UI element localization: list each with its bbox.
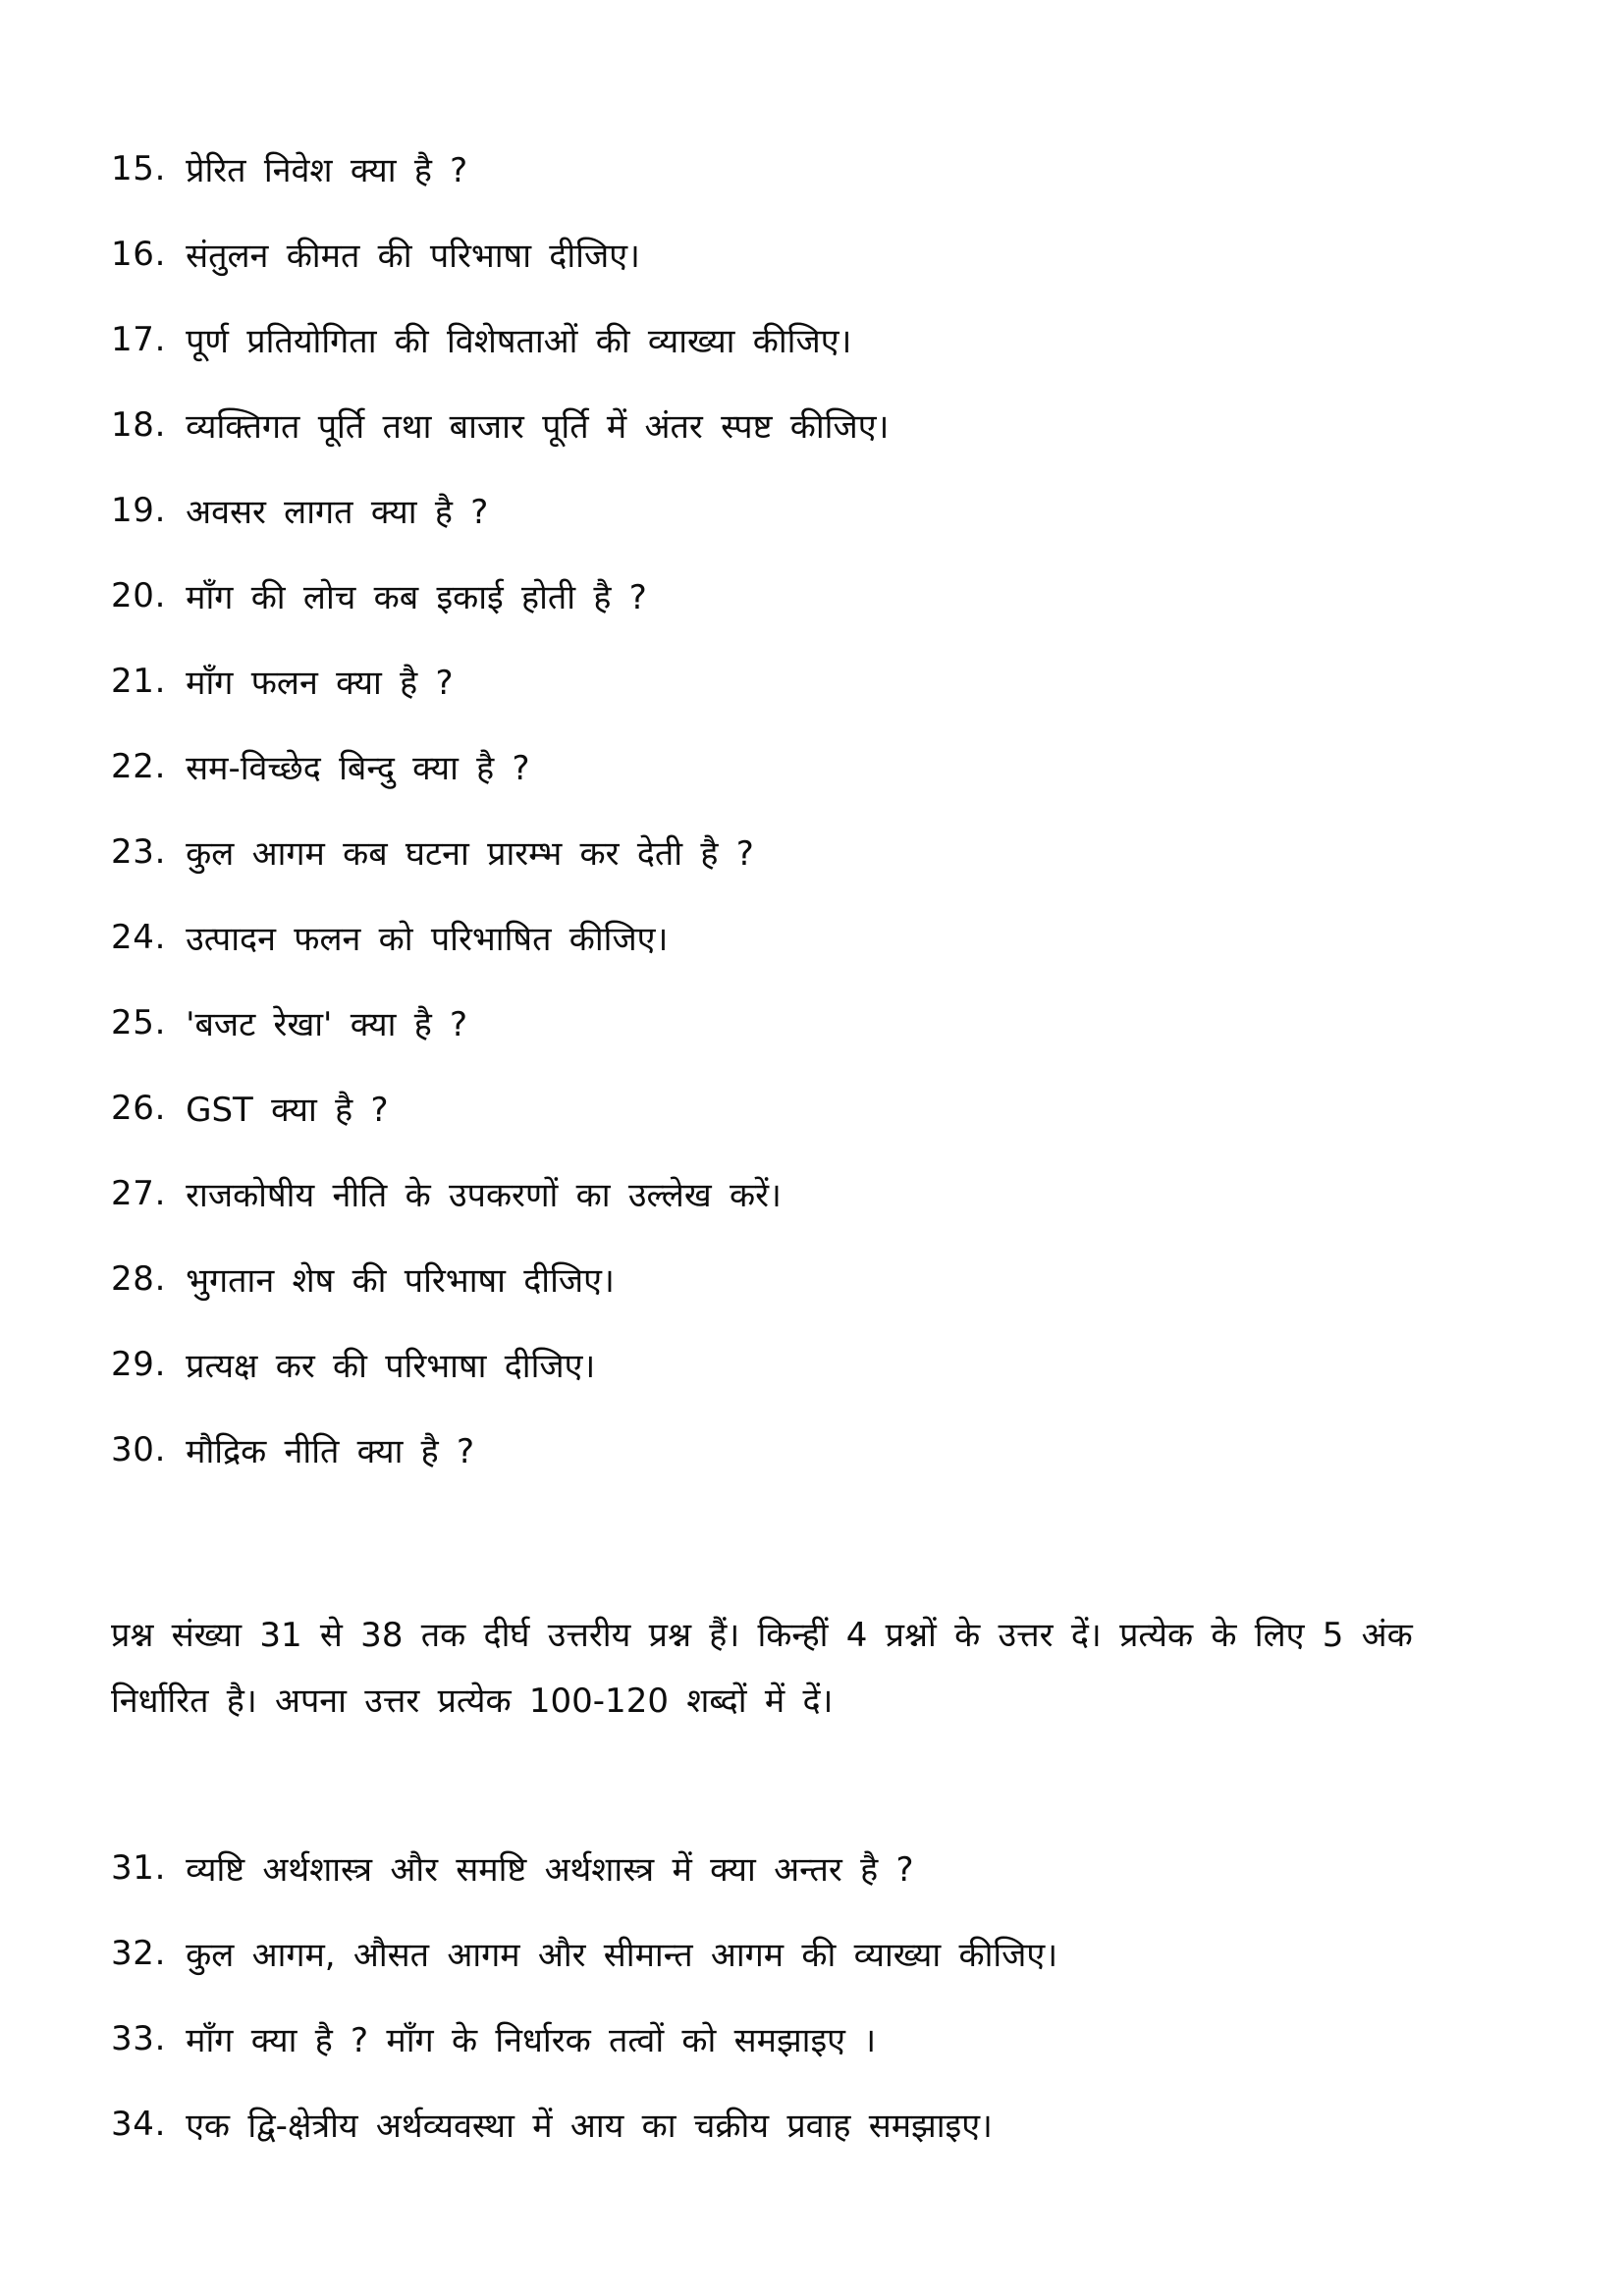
question-number: 23. xyxy=(111,831,167,872)
question-row xyxy=(111,980,1516,1065)
question-text: व्यष्टि अर्थशास्त्र और समष्टि अर्थशास्त्र में क्या अन्तर है ? xyxy=(186,1849,914,1890)
question-number: 26. xyxy=(111,1088,167,1128)
question-row xyxy=(111,723,1516,809)
question-number: 21. xyxy=(111,661,167,701)
question-text: प्रत्यक्ष कर की परिभाषा दीजिए। xyxy=(186,1346,596,1386)
question-row xyxy=(111,553,1516,638)
question-number: 27. xyxy=(111,1173,167,1213)
question-number: 15. xyxy=(111,148,167,188)
question-row xyxy=(111,467,1516,553)
question-number: 25. xyxy=(111,1002,167,1042)
question-number: 22. xyxy=(111,746,167,786)
long-questions-list xyxy=(111,1825,1516,2166)
question-text: कुल आगम कब घटना प्रारम्भ कर देती है ? xyxy=(186,833,754,874)
question-text: व्यक्तिगत पूर्ति तथा बाजार पूर्ति में अंतर स्पष्ट कीजिए। xyxy=(186,406,890,447)
long-answer-instructions: प्रश्न संख्या 31 से 38 तक दीर्घ उत्तरीय प्रश्न हैं। किन्हीं 4 प्रश्नों के उत्तर दें। प्रत्येक के लिए 5 अंक निर्धारित है। अपना उत्तर प्रत्येक 100-120 शब्दों में दें। xyxy=(111,1616,1413,1721)
question-text: GST क्या है ? xyxy=(186,1090,389,1130)
question-row xyxy=(111,1236,1516,1321)
question-number: 31. xyxy=(111,1847,167,1888)
question-text: कुल आगम, औसत आगम और सीमान्त आगम की व्याख्या कीजिए। xyxy=(186,1935,1058,1975)
question-number: 16. xyxy=(111,234,167,274)
question-number: 32. xyxy=(111,1933,167,1973)
question-row xyxy=(111,1321,1516,1407)
question-row xyxy=(111,126,1516,211)
question-number: 34. xyxy=(111,2104,167,2144)
question-number: 33. xyxy=(111,2018,167,2058)
question-row xyxy=(111,1996,1516,2081)
question-text: उत्पादन फलन को परिभाषित कीजिए। xyxy=(186,919,669,959)
question-row xyxy=(111,296,1516,382)
question-text: प्रेरित निवेश क्या है ? xyxy=(186,150,468,190)
question-row xyxy=(111,1150,1516,1236)
question-text: पूर्ण प्रतियोगिता की विशेषताओं की व्याख्या कीजिए। xyxy=(186,321,852,361)
question-number: 29. xyxy=(111,1344,167,1384)
question-row xyxy=(111,1407,1516,1492)
question-row xyxy=(111,809,1516,894)
question-text: भुगतान शेष की परिभाषा दीजिए। xyxy=(186,1260,615,1301)
question-text: राजकोषीय नीति के उपकरणों का उल्लेख करें। xyxy=(186,1175,782,1215)
question-number: 30. xyxy=(111,1429,167,1469)
question-text: माँग फलन क्या है ? xyxy=(186,663,454,703)
question-row xyxy=(111,211,1516,296)
question-text: संतुलन कीमत की परिभाषा दीजिए। xyxy=(186,236,640,276)
question-text: माँग क्या है ? माँग के निर्धारक तत्वों को समझाइए । xyxy=(186,2020,877,2060)
question-number: 28. xyxy=(111,1258,167,1299)
question-text: मौद्रिक नीति क्या है ? xyxy=(186,1431,475,1471)
question-row xyxy=(111,638,1516,723)
question-text: माँग की लोच कब इकाई होती है ? xyxy=(186,577,647,617)
question-row xyxy=(111,894,1516,980)
question-text: 'बजट रेखा' क्या है ? xyxy=(186,1004,468,1044)
question-text: अवसर लागत क्या है ? xyxy=(186,492,489,532)
question-row xyxy=(111,2081,1516,2166)
question-row xyxy=(111,382,1516,467)
question-number: 18. xyxy=(111,404,167,445)
question-number: 17. xyxy=(111,319,167,359)
question-row xyxy=(111,1910,1516,1996)
question-row xyxy=(111,1065,1516,1150)
question-number: 20. xyxy=(111,575,167,615)
question-number: 19. xyxy=(111,490,167,530)
question-text: सम-विच्छेद बिन्दु क्या है ? xyxy=(186,748,530,788)
question-text: एक द्वि-क्षेत्रीय अर्थव्यवस्था में आय का चक्रीय प्रवाह समझाइए। xyxy=(186,2106,993,2146)
question-row xyxy=(111,1825,1516,1910)
question-number: 24. xyxy=(111,917,167,957)
short-questions-list xyxy=(111,126,1516,1492)
